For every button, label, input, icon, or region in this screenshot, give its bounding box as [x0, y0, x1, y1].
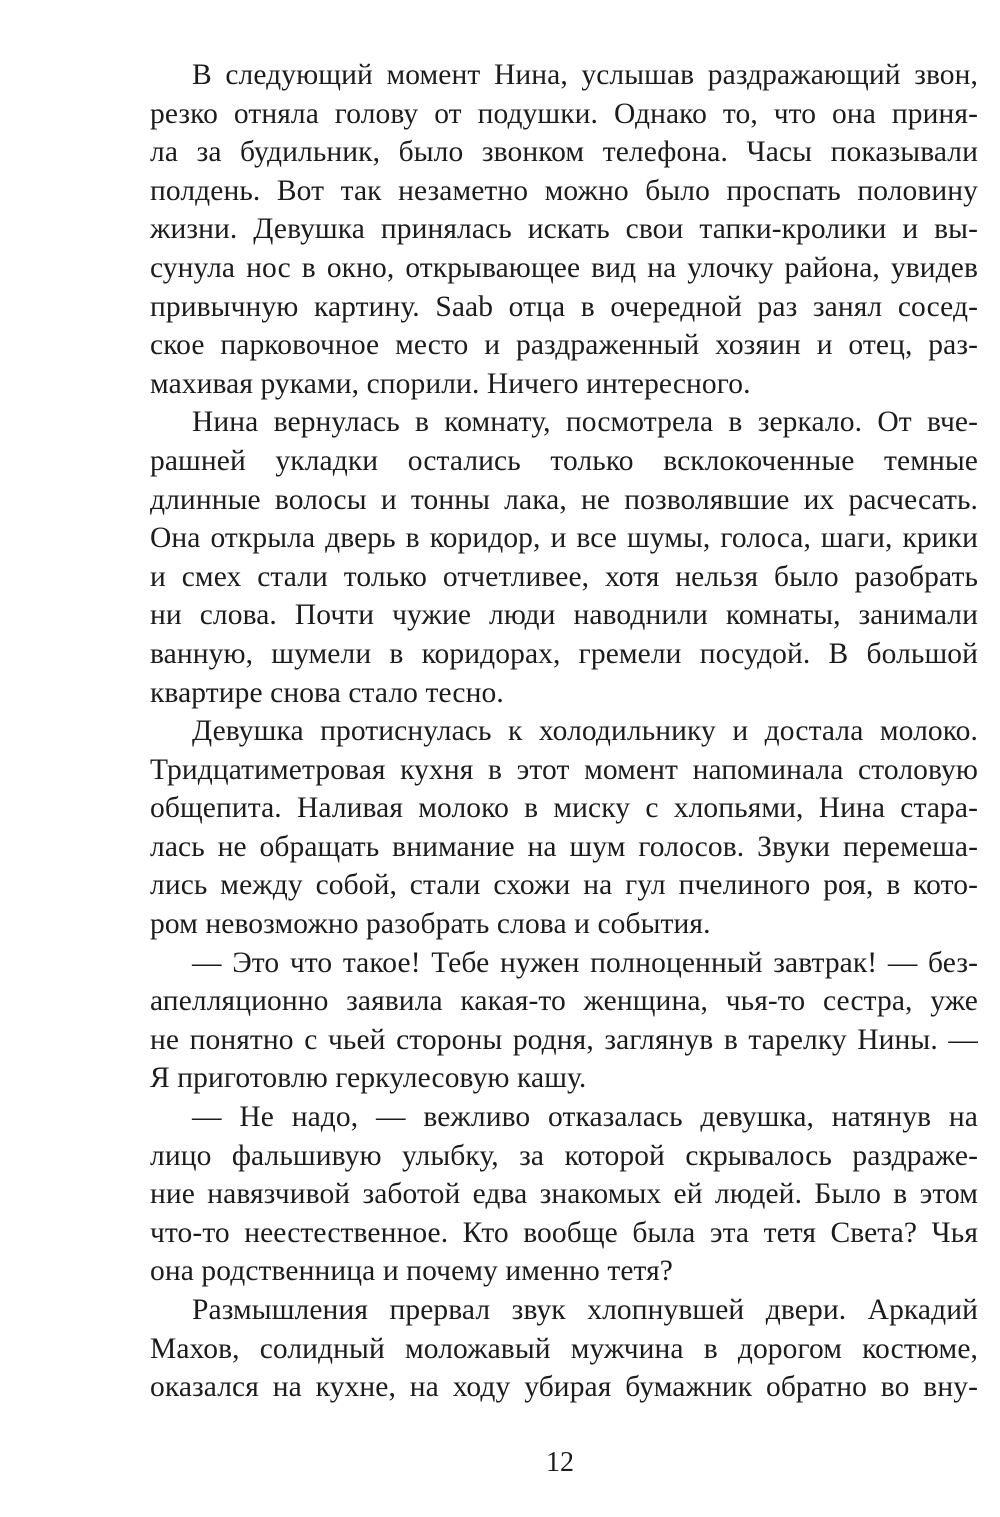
- text-line: лась не обращать внимание на шум голосов. Звуки перемеша-: [150, 830, 978, 863]
- text-line: апелляционно заявила какая-то женщина, чья-то сестра, уже: [150, 985, 978, 1018]
- text-line: рашней укладки остались только всклокоченные темные: [150, 444, 978, 477]
- text-line: что-то неестественное. Кто вообще была эта тетя Света? Чья: [150, 1216, 978, 1249]
- text-line: ром невозможно разобрать слова и события.: [150, 908, 711, 941]
- text-line: ванную, шумели в коридорах, гремели посудой. В большой: [150, 637, 978, 670]
- text-line: Она открыла дверь в коридор, и все шумы, голоса, шаги, крики: [150, 522, 978, 555]
- text-line: сунула нос в окно, открывающее вид на улочку района, увидев: [150, 251, 978, 284]
- text-line: ние навязчивой заботой едва знакомых ей людей. Было в этом: [150, 1178, 978, 1211]
- text-line: лицо фальшивую улыбку, за которой скрывалось раздраже-: [150, 1139, 978, 1172]
- book-page-text: [150, 56, 978, 1407]
- text-line: ла за будильник, было звонком телефона. Часы показывали: [150, 136, 978, 169]
- text-line: не понятно с чьей стороны родня, заглянув в тарелку Нины. —: [150, 1023, 978, 1056]
- text-line: Девушка протиснулась к холодильнику и достала молоко.: [192, 715, 978, 748]
- text-line: оказался на кухне, на ходу убирая бумажник обратно во вну-: [150, 1371, 978, 1404]
- text-line: длинные волосы и тонны лака, не позволявшие их расчесать.: [150, 483, 978, 516]
- text-line: она родственница и почему именно тетя?: [150, 1255, 673, 1288]
- text-line: В следующий момент Нина, услышав раздражающий звон,: [192, 59, 978, 91]
- text-line: квартире снова стало тесно.: [150, 676, 504, 709]
- text-line: полдень. Вот так незаметно можно было проспать половину: [150, 174, 978, 207]
- text-line: — Это что такое! Тебе нужен полноценный завтрак! — без-: [192, 946, 978, 979]
- text-line: Я приготовлю геркулесовую кашу.: [150, 1062, 587, 1095]
- text-line: махивая руками, спорили. Ничего интересного.: [150, 367, 751, 400]
- text-line: Тридцатиметровая кухня в этот момент напоминала столовую: [150, 753, 978, 786]
- text-line: — Не надо, — вежливо отказалась девушка, натянув на: [192, 1101, 978, 1134]
- text-line: резко отняла голову от подушки. Однако то, что она приня-: [150, 97, 978, 130]
- page-number: 12: [546, 1447, 574, 1478]
- text-line: Размышления прервал звук хлопнувшей двери. Аркадий: [192, 1294, 978, 1326]
- text-line: жизни. Девушка принялась искать свои тапки-кролики и вы-: [150, 213, 978, 246]
- text-line: ни слова. Почти чужие люди наводнили комнаты, занимали: [150, 599, 978, 632]
- text-line: Махов, солидный моложавый мужчина в дорогом костюме,: [150, 1332, 978, 1365]
- text-line: и смех стали только отчетливее, хотя нельзя было разобрать: [150, 560, 978, 593]
- text-line: Нина вернулась в комнату, посмотрела в зеркало. От вче-: [192, 406, 978, 439]
- text-line: привычную картину. Saab отца в очередной раз занял сосед-: [150, 290, 978, 323]
- text-line: общепита. Наливая молоко в миску с хлопьями, Нина стара-: [150, 792, 978, 825]
- text-line: лись между собой, стали схожи на гул пчелиного роя, в кото-: [150, 869, 978, 902]
- text-line: ское парковочное место и раздраженный хозяин и отец, раз-: [150, 329, 978, 362]
